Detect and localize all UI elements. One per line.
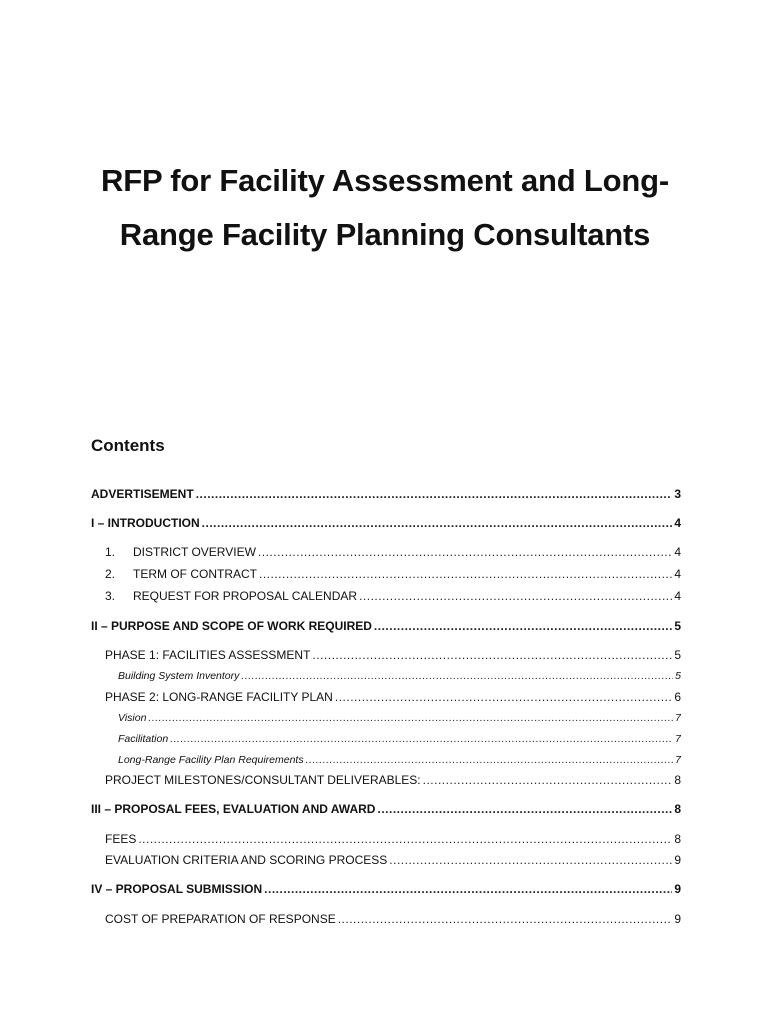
toc-entry-number: 1.: [105, 545, 116, 559]
toc-entry-page: 4: [674, 516, 681, 530]
toc-entry-page: 4: [674, 545, 681, 559]
toc-leader-dots: [374, 618, 672, 634]
toc-leader-dots: [241, 668, 673, 684]
toc-entry-page: 6: [674, 690, 681, 704]
toc-leader-dots: [202, 515, 673, 531]
toc-entry-title: PROJECT MILESTONES/CONSULTANT DELIVERABLES:: [105, 773, 421, 787]
toc-entry-title: PHASE 2: LONG-RANGE FACILITY PLAN: [105, 690, 333, 704]
toc-entry-page: 8: [674, 832, 681, 846]
toc-entry[interactable]: [91, 852, 681, 868]
toc-entry-title: TERM OF CONTRACT: [133, 567, 257, 581]
toc-entry-title: EVALUATION CRITERIA AND SCORING PROCESS: [105, 853, 388, 867]
toc-entry-page: 7: [675, 733, 681, 745]
toc-entry[interactable]: [91, 752, 681, 768]
toc-entry[interactable]: [91, 881, 681, 897]
toc-entry-title: DISTRICT OVERVIEW: [133, 545, 256, 559]
contents-heading: Contents: [91, 436, 165, 455]
toc-entry-title: ADVERTISEMENT: [91, 487, 194, 501]
toc-entry-page: 9: [674, 853, 681, 867]
toc-entry[interactable]: [91, 515, 681, 531]
toc-leader-dots: [196, 486, 673, 502]
toc-entry-page: 9: [674, 882, 681, 896]
toc-entry-page: 7: [675, 754, 681, 766]
toc-entry[interactable]: [91, 710, 681, 726]
toc-entry[interactable]: [91, 566, 681, 582]
toc-entry[interactable]: [91, 831, 681, 847]
toc-entry[interactable]: [91, 731, 681, 747]
toc-entry[interactable]: [91, 647, 681, 663]
toc-entry-title: II – PURPOSE AND SCOPE OF WORK REQUIRED: [91, 619, 372, 633]
toc-leader-dots: [377, 801, 672, 817]
toc-entry[interactable]: [91, 911, 681, 927]
toc-leader-dots: [306, 752, 674, 768]
toc-entry[interactable]: [91, 618, 681, 634]
toc-entry-title: FEES: [105, 832, 137, 846]
toc-leader-dots: [259, 566, 672, 582]
toc-entry-title: Building System Inventory: [118, 670, 240, 682]
toc-leader-dots: [338, 911, 673, 927]
toc-entry-title: REQUEST FOR PROPOSAL CALENDAR: [133, 589, 358, 603]
toc-entry-title: Vision: [118, 712, 147, 724]
toc-entry[interactable]: [91, 486, 681, 502]
toc-leader-dots: [148, 710, 673, 726]
toc-entry-page: 8: [674, 773, 681, 787]
toc-entry-page: 9: [674, 912, 681, 926]
toc-entry-page: 5: [674, 619, 681, 633]
toc-entry[interactable]: [91, 588, 681, 604]
toc-entry-title: IV – PROPOSAL SUBMISSION: [91, 882, 263, 896]
toc-leader-dots: [264, 881, 672, 897]
toc-entry[interactable]: [91, 668, 681, 684]
document-title: RFP for Facility Assessment and Long-Range Facility Planning Consultants: [101, 163, 669, 252]
toc-entry-page: 4: [674, 567, 681, 581]
toc-entry-title: I – INTRODUCTION: [91, 516, 200, 530]
toc-leader-dots: [359, 588, 672, 604]
toc-entry-title: PHASE 1: FACILITIES ASSESSMENT: [105, 648, 311, 662]
toc-entry-title: III – PROPOSAL FEES, EVALUATION AND AWARD: [91, 802, 376, 816]
toc-leader-dots: [170, 731, 673, 747]
toc-entry-page: 3: [674, 487, 681, 501]
toc-leader-dots: [423, 772, 673, 788]
toc-entry-number: 2.: [105, 567, 116, 581]
toc-entry-title: Long-Range Facility Plan Requirements: [118, 754, 304, 766]
toc-leader-dots: [312, 647, 672, 663]
toc-entry-page: 7: [675, 712, 681, 724]
toc-entry-page: 5: [675, 670, 681, 682]
toc-entry-page: 8: [674, 802, 681, 816]
toc-entry[interactable]: [91, 772, 681, 788]
toc-leader-dots: [138, 831, 672, 847]
toc-leader-dots: [258, 544, 672, 560]
toc-leader-dots: [389, 852, 672, 868]
toc-entry-title: COST OF PREPARATION OF RESPONSE: [105, 912, 336, 926]
toc-entry[interactable]: [91, 801, 681, 817]
toc-entry-number: 3.: [105, 589, 116, 603]
toc-entry-title: Facilitation: [118, 733, 169, 745]
toc-leader-dots: [335, 689, 672, 705]
toc-entry[interactable]: [91, 689, 681, 705]
toc-entry-page: 4: [674, 589, 681, 603]
toc-entry-page: 5: [674, 648, 681, 662]
toc-entry[interactable]: [91, 544, 681, 560]
